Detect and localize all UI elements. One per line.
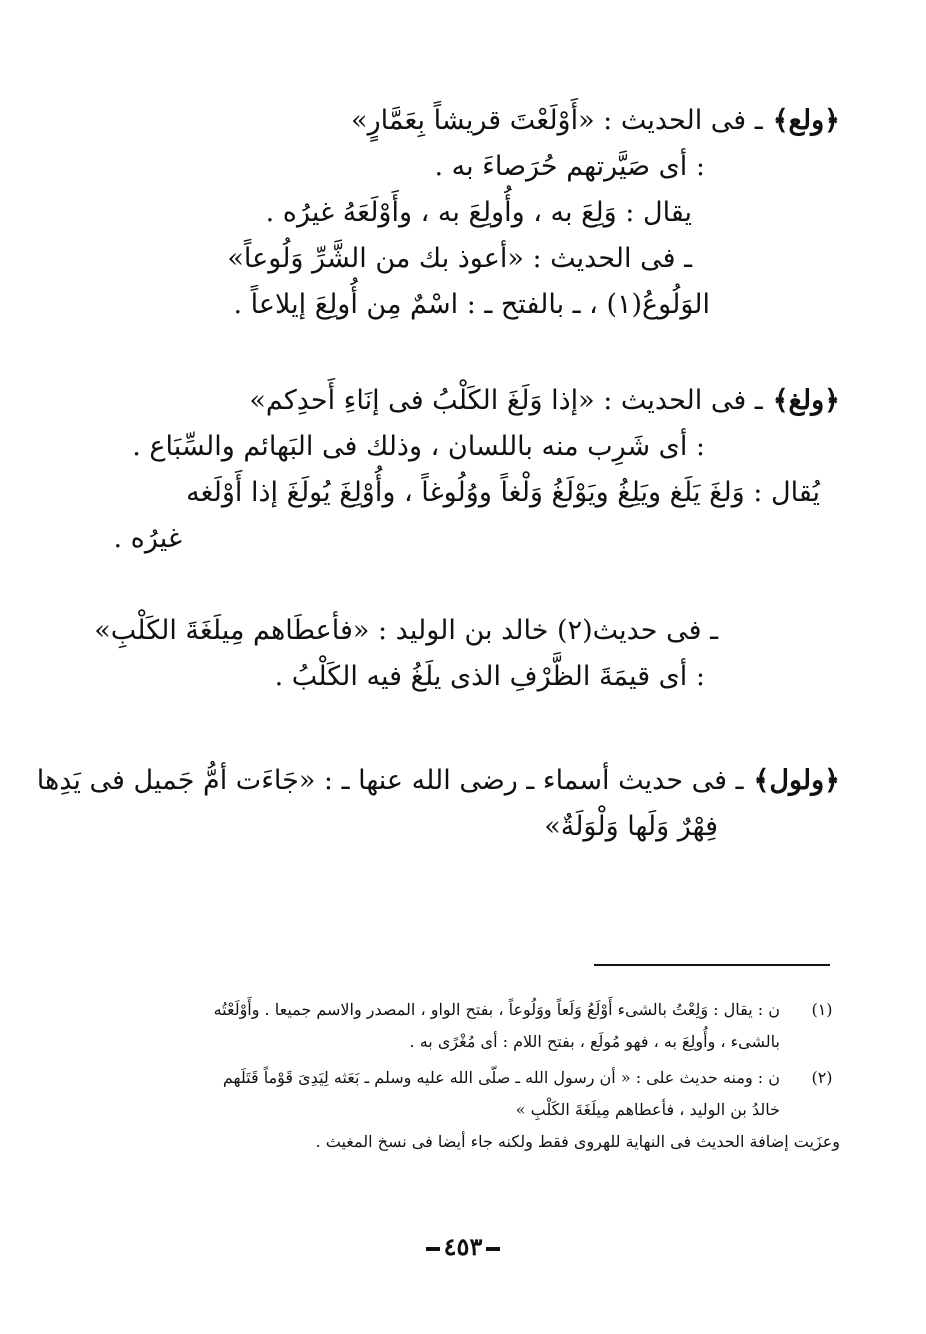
entry-heading: ﴿ولول﴾ [753,765,840,796]
dash-ornament [486,1247,500,1251]
entry-line: : أى صَيَّرتهم حُرَصاءَ به . [434,151,705,182]
entry-line: ـ فى حديث(٢) خالد بن الوليد : «فأعطَاهم مِيلَغَةَ الكَلْبِ» [94,615,718,646]
entry-line: ـ فى الحديث : «أَوْلَعْتَ قريشاً بِعَمَّارٍ» [351,105,763,136]
entry-line: يُقال : وَلغَ يَلَغ ويَلِغُ ويَوْلَغُ وَلْغاً ووُلُوغاً ، وأُوْلِغَ يُولَغَ إذا أَوْلَغه [186,477,820,508]
footnote-number: (٢) [811,1068,833,1087]
entry-line: غيرُه . [113,523,182,554]
entry-line: : أى شَرِب منه باللسان ، وذلك فى البَهائم والسِّبَاع . [132,431,705,462]
entry-walagha [80,378,840,562]
page-number-text: ٤٥٣ [443,1232,483,1261]
footnote-2 [80,1062,840,1158]
entry-line: ـ فى حديث أسماء ـ رضى الله عنها ـ : «جَاءَت أمُّ جَميل فى يَدِها [36,765,744,796]
footnote-divider [594,964,830,966]
footnote-line: ن : يقال : وَلِعْتُ بالشىء أَوْلَعُ وَلَعاً ووَلُوعاً ، بفتح الواو ، المصدر والاسم جميعا . وأَوْلَعْتُه [213,1000,780,1019]
entry-wala [80,98,840,328]
page-number [0,1232,926,1261]
entry-line: : أى قيمَةَ الظَّرْفِ الذى يلَغُ فيه الكَلْبُ . [274,661,705,692]
footnote-line: وعزَيت إضافة الحديث فى النهاية للهروى فقط ولكنه جاء أيضا فى نسخ المغيث . [315,1132,840,1151]
footnote-line: خالدُ بن الوليد ، فأعطاهم مِيلَغَةَ الكَلْبِ » [515,1100,780,1119]
entry-line: ـ فى الحديث : «أعوذ بك من الشَّرِّ وَلُوعاً» [227,243,692,274]
entry-heading: ﴿ولغ﴾ [772,385,840,416]
footnote-1 [80,994,840,1058]
footnote-line: ن : ومنه حديث على : « أن رسول الله ـ صلّى الله عليه وسلم ـ بَعَثه لِيَدِىَ قَوْماً قَتَلَهم [222,1068,780,1087]
entry-khalid-hadith [80,608,840,700]
entry-line: الوَلُوعُ(١) ، ـ بالفتح ـ : اسْمٌ مِن أُولِعَ إيلاعاً . [233,289,710,320]
entry-walwal [36,758,840,850]
entry-line: فِهْرٌ وَلَها وَلْوَلَةٌ» [544,811,718,842]
footnote-number: (١) [811,1000,833,1019]
entry-heading: ﴿ولع﴾ [772,105,840,136]
entry-line: ـ فى الحديث : «إذا وَلَغَ الكَلْبُ فى إنَاءِ أَحدِكم» [249,385,763,416]
entry-line: يقال : وَلِعَ به ، وأُولِعَ به ، وأَوْلَعَهُ غيرُه . [265,197,692,228]
dash-ornament [426,1247,440,1251]
footnote-line: بالشىء ، وأُولِعَ به ، فهو مُولَع ، بفتح اللام : أى مُغْرًى به . [409,1032,780,1051]
